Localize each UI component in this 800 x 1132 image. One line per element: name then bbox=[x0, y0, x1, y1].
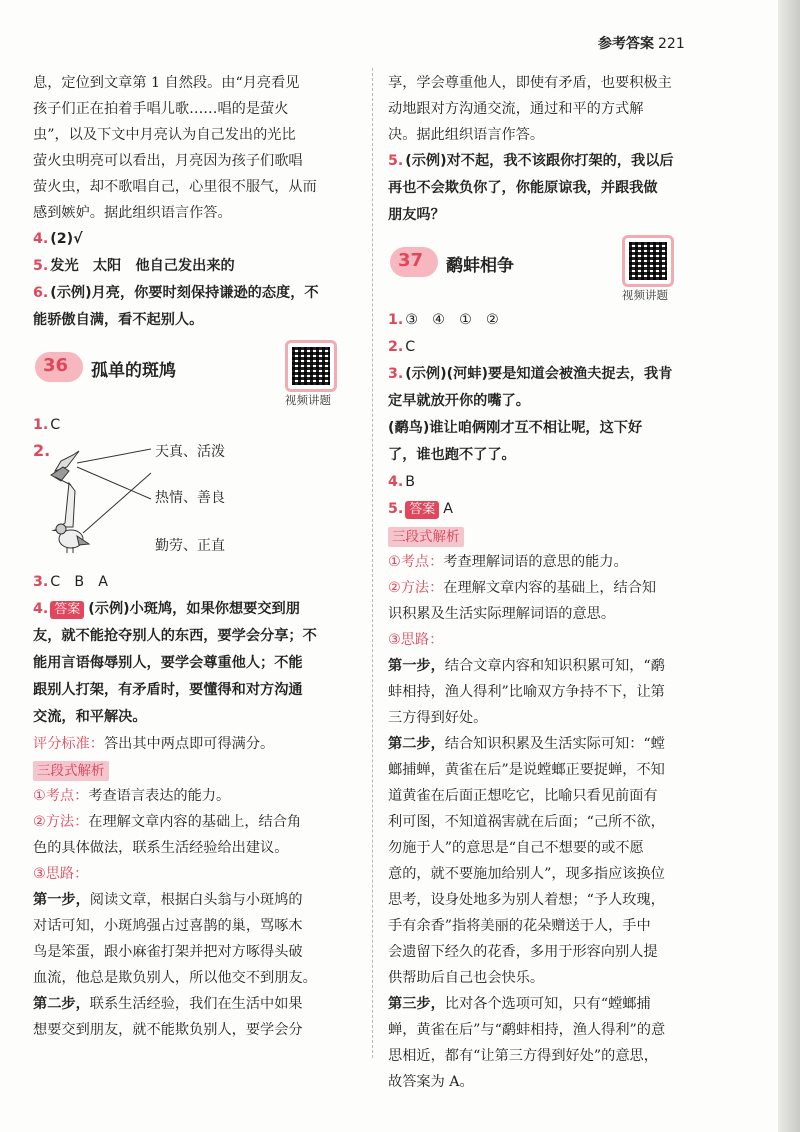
answer-text: C bbox=[50, 417, 61, 433]
analysis-line: 手有余香”指将美丽的花朵赠送于人，手中 bbox=[388, 918, 651, 934]
header-label: 参考答案 bbox=[598, 36, 654, 52]
intro-line: 孩子们正在拍着手唱儿歌……唱的是萤火 bbox=[33, 101, 289, 117]
intro-line: 萤火虫明亮可以看出，月亮因为孩子们歌唱 bbox=[33, 153, 303, 169]
question-6 bbox=[33, 280, 361, 307]
analysis-line: 道黄雀在后面正想吃它，比喻只看见前面有 bbox=[388, 788, 658, 804]
left-column bbox=[33, 70, 361, 1043]
qr-code-icon[interactable] bbox=[622, 235, 674, 287]
answer-text: A bbox=[443, 501, 453, 517]
analysis-line: 鸟是笨蛋，跟小麻雀打架并把对方啄得头破 bbox=[33, 944, 303, 960]
answer-text: B bbox=[405, 474, 415, 490]
page-number: 221 bbox=[658, 36, 685, 52]
answer-text: C B A bbox=[50, 574, 108, 590]
answer-text: (示例)小斑鸠，如果你想要交到朋 bbox=[88, 601, 300, 617]
answer-text: C bbox=[405, 339, 416, 355]
question-number: 5. bbox=[33, 258, 49, 274]
answer-line: 跟别人打架，有矛盾时，要懂得和对方沟通 bbox=[33, 682, 303, 698]
analysis-line: 血流，他总是欺负别人，所以他交不到朋友。 bbox=[33, 970, 317, 986]
answer-line: 朋友吗？ bbox=[388, 207, 445, 223]
analysis-thinking: ③思路： bbox=[33, 866, 89, 882]
answer-text: (示例)(河蚌)要是知道会被渔夫捉去，我肯 bbox=[405, 366, 673, 382]
l36-question-1 bbox=[33, 412, 361, 439]
answer-text: (示例)月亮，你要时刻保持谦逊的态度，不 bbox=[50, 285, 319, 301]
analysis-step2: 第二步，结合知识积累及生活实际可知：“螳 bbox=[388, 736, 665, 752]
analysis-line: 识积累及生活实际理解词语的意思。 bbox=[388, 606, 616, 622]
answer-line: 交流，和平解决。 bbox=[33, 709, 147, 725]
question-number: 1. bbox=[33, 417, 49, 433]
lesson-title: 孤单的斑鸠 bbox=[91, 361, 176, 381]
analysis-point: ①考点：考查语言表达的能力。 bbox=[33, 788, 231, 804]
lesson-number: 37 bbox=[398, 250, 424, 271]
answer-text: (2)√ bbox=[50, 231, 83, 247]
analysis-point: ①考点：考查理解词语的意思的能力。 bbox=[388, 554, 628, 570]
question-number: 4. bbox=[388, 474, 404, 490]
analysis-line: 色的具体做法，联系生活经验给出建议。 bbox=[33, 840, 289, 856]
analysis-line: 思考，设身处地多为别人着想；“予人玫瑰， bbox=[388, 892, 665, 908]
l37-question-1 bbox=[388, 307, 698, 334]
answer-tag: 答案 bbox=[405, 501, 439, 519]
analysis-step2: 第二步，联系生活经验，我们在生活中如果 bbox=[33, 996, 303, 1012]
question-5 bbox=[33, 253, 361, 280]
question-number: 5. bbox=[388, 501, 404, 517]
intro-line: 感到嫉妒。据此组织语言作答。 bbox=[33, 205, 232, 221]
match-option: 勤劳、正直 bbox=[155, 538, 225, 554]
qr-caption: 视频讲题 bbox=[622, 288, 668, 302]
analysis-title: 三段式解析 bbox=[388, 527, 464, 547]
analysis-title: 三段式解析 bbox=[33, 761, 109, 781]
analysis-line: 想要交到朋友，就不能欺负别人，要学会分 bbox=[33, 1022, 303, 1038]
analysis-line: 三方得到好处。 bbox=[388, 710, 488, 726]
l36-question-2-matching bbox=[33, 441, 361, 563]
intro-line: 虫”，以及下文中月亮认为自己发出的光比 bbox=[33, 127, 296, 143]
l37-question-3 bbox=[388, 361, 698, 388]
qr-code-icon[interactable] bbox=[285, 340, 337, 392]
answer-line: 定早就放开你的嘴了。 bbox=[388, 393, 530, 409]
analysis-line: 螂捕蝉，黄雀在后”是说螳螂正要捉蝉，不知 bbox=[388, 762, 665, 778]
continuation-line: 享，学会尊重他人，即使有矛盾，也要积极主 bbox=[388, 75, 672, 91]
lesson-badge bbox=[390, 247, 438, 277]
analysis-step1: 第一步，阅读文章，根据白头翁与小斑鸠的 bbox=[33, 892, 303, 908]
answer-text: (示例)对不起，我不该跟你打架的，我以后 bbox=[405, 153, 674, 169]
analysis-line: 利可图，不知道祸害就在后面；“己所不欲， bbox=[388, 814, 665, 830]
page-edge-shadow bbox=[778, 0, 800, 1132]
analysis-line: 蚌相持，渔人得利”比喻双方争持不下，让第 bbox=[388, 684, 665, 700]
question-number: 2. bbox=[388, 339, 404, 355]
match-line bbox=[83, 473, 151, 533]
answer-line: (鹬鸟)谁让咱俩刚才互不相让呢，这下好 bbox=[388, 420, 643, 436]
question-number: 5. bbox=[388, 153, 404, 169]
answer-line: 能用言语侮辱别人，要学会尊重他人；不能 bbox=[33, 655, 303, 671]
lesson-37-header bbox=[388, 235, 698, 302]
answer-line: 了，谁也跑不了了。 bbox=[388, 447, 516, 463]
answer-line: 友，就不能抢夺别人的东西，要学会分享；不 bbox=[33, 628, 317, 644]
question-number: 3. bbox=[388, 366, 404, 382]
question-4 bbox=[33, 226, 361, 253]
analysis-step3: 第三步，比对各个选项可知，只有“螳螂捕 bbox=[388, 996, 651, 1012]
analysis-line: 蝉，黄雀在后”与“鹬蚌相持，渔人得利”的意 bbox=[388, 1022, 666, 1038]
analysis-method: ②方法：在理解文章内容的基础上，结合角 bbox=[33, 814, 302, 830]
analysis-method: ②方法：在理解文章内容的基础上，结合知 bbox=[388, 580, 657, 596]
dove-icon bbox=[51, 524, 89, 553]
l36-question-3 bbox=[33, 569, 361, 596]
answer-line: 能骄傲自满，看不起别人。 bbox=[33, 312, 204, 328]
answer-line: 再也不会欺负你了，你能原谅我，并跟我做 bbox=[388, 180, 658, 196]
analysis-line: 思相近，都有“让第三方得到好处”的意思， bbox=[388, 1048, 658, 1064]
answer-text: 发光 太阳 他自己发出来的 bbox=[50, 258, 235, 274]
match-option: 热情、善良 bbox=[155, 490, 225, 506]
question-number: 3. bbox=[33, 574, 49, 590]
score-standard bbox=[33, 731, 361, 757]
continuation-line: 动地跟对方沟通交流，通过和平的方式解 bbox=[388, 101, 644, 117]
answer-text: ③ ④ ① ② bbox=[405, 312, 499, 328]
score-label: 评分标准： bbox=[33, 736, 104, 752]
question-number: 4. bbox=[33, 231, 49, 247]
question-number: 1. bbox=[388, 312, 404, 328]
l37-question-5 bbox=[388, 496, 698, 523]
woodpecker-icon bbox=[51, 451, 79, 527]
question-5 bbox=[388, 148, 698, 175]
column-divider bbox=[372, 68, 373, 1058]
continuation-line: 决。据此组织语言作答。 bbox=[388, 127, 545, 143]
question-number: 2. bbox=[33, 441, 51, 460]
lesson-36-header bbox=[33, 340, 361, 407]
qr-caption: 视频讲题 bbox=[285, 393, 331, 407]
analysis-line: 意的，就不要施加给别人”，现多指应该换位 bbox=[388, 866, 665, 882]
lesson-title: 鹬蚌相争 bbox=[446, 256, 514, 276]
analysis-step1: 第一步，结合文章内容和知识积累可知，“鹬 bbox=[388, 658, 665, 674]
match-option: 天真、活泼 bbox=[155, 444, 225, 460]
right-column bbox=[388, 70, 698, 1095]
match-line bbox=[77, 449, 151, 463]
lesson-badge bbox=[35, 352, 83, 382]
page-header bbox=[598, 33, 685, 53]
l37-question-2 bbox=[388, 334, 698, 361]
score-text: 答出其中两点即可得满分。 bbox=[103, 736, 275, 752]
analysis-line: 勿施于人”的意思是“自己不想要的或不愿 bbox=[388, 840, 644, 856]
intro-line: 息，定位到文章第 1 自然段。由“月亮看见 bbox=[33, 75, 300, 91]
analysis-thinking: ③思路： bbox=[388, 632, 444, 648]
answer-tag: 答案 bbox=[50, 601, 84, 619]
intro-line: 萤火虫，却不歌唱自己，心里很不服气，从而 bbox=[33, 179, 317, 195]
l37-question-4 bbox=[388, 469, 698, 496]
analysis-line: 故答案为 A。 bbox=[388, 1074, 474, 1090]
lesson-number: 36 bbox=[43, 355, 69, 376]
question-number: 6. bbox=[33, 285, 49, 301]
question-number: 4. bbox=[33, 601, 49, 617]
analysis-line: 对话可知，小斑鸠强占过喜鹊的巢，骂啄木 bbox=[33, 918, 303, 934]
analysis-line: 会遗留下经久的花香，多用于形容向别人提 bbox=[388, 944, 658, 960]
l36-question-4 bbox=[33, 596, 361, 623]
analysis-line: 供帮助后自己也会快乐。 bbox=[388, 970, 545, 986]
